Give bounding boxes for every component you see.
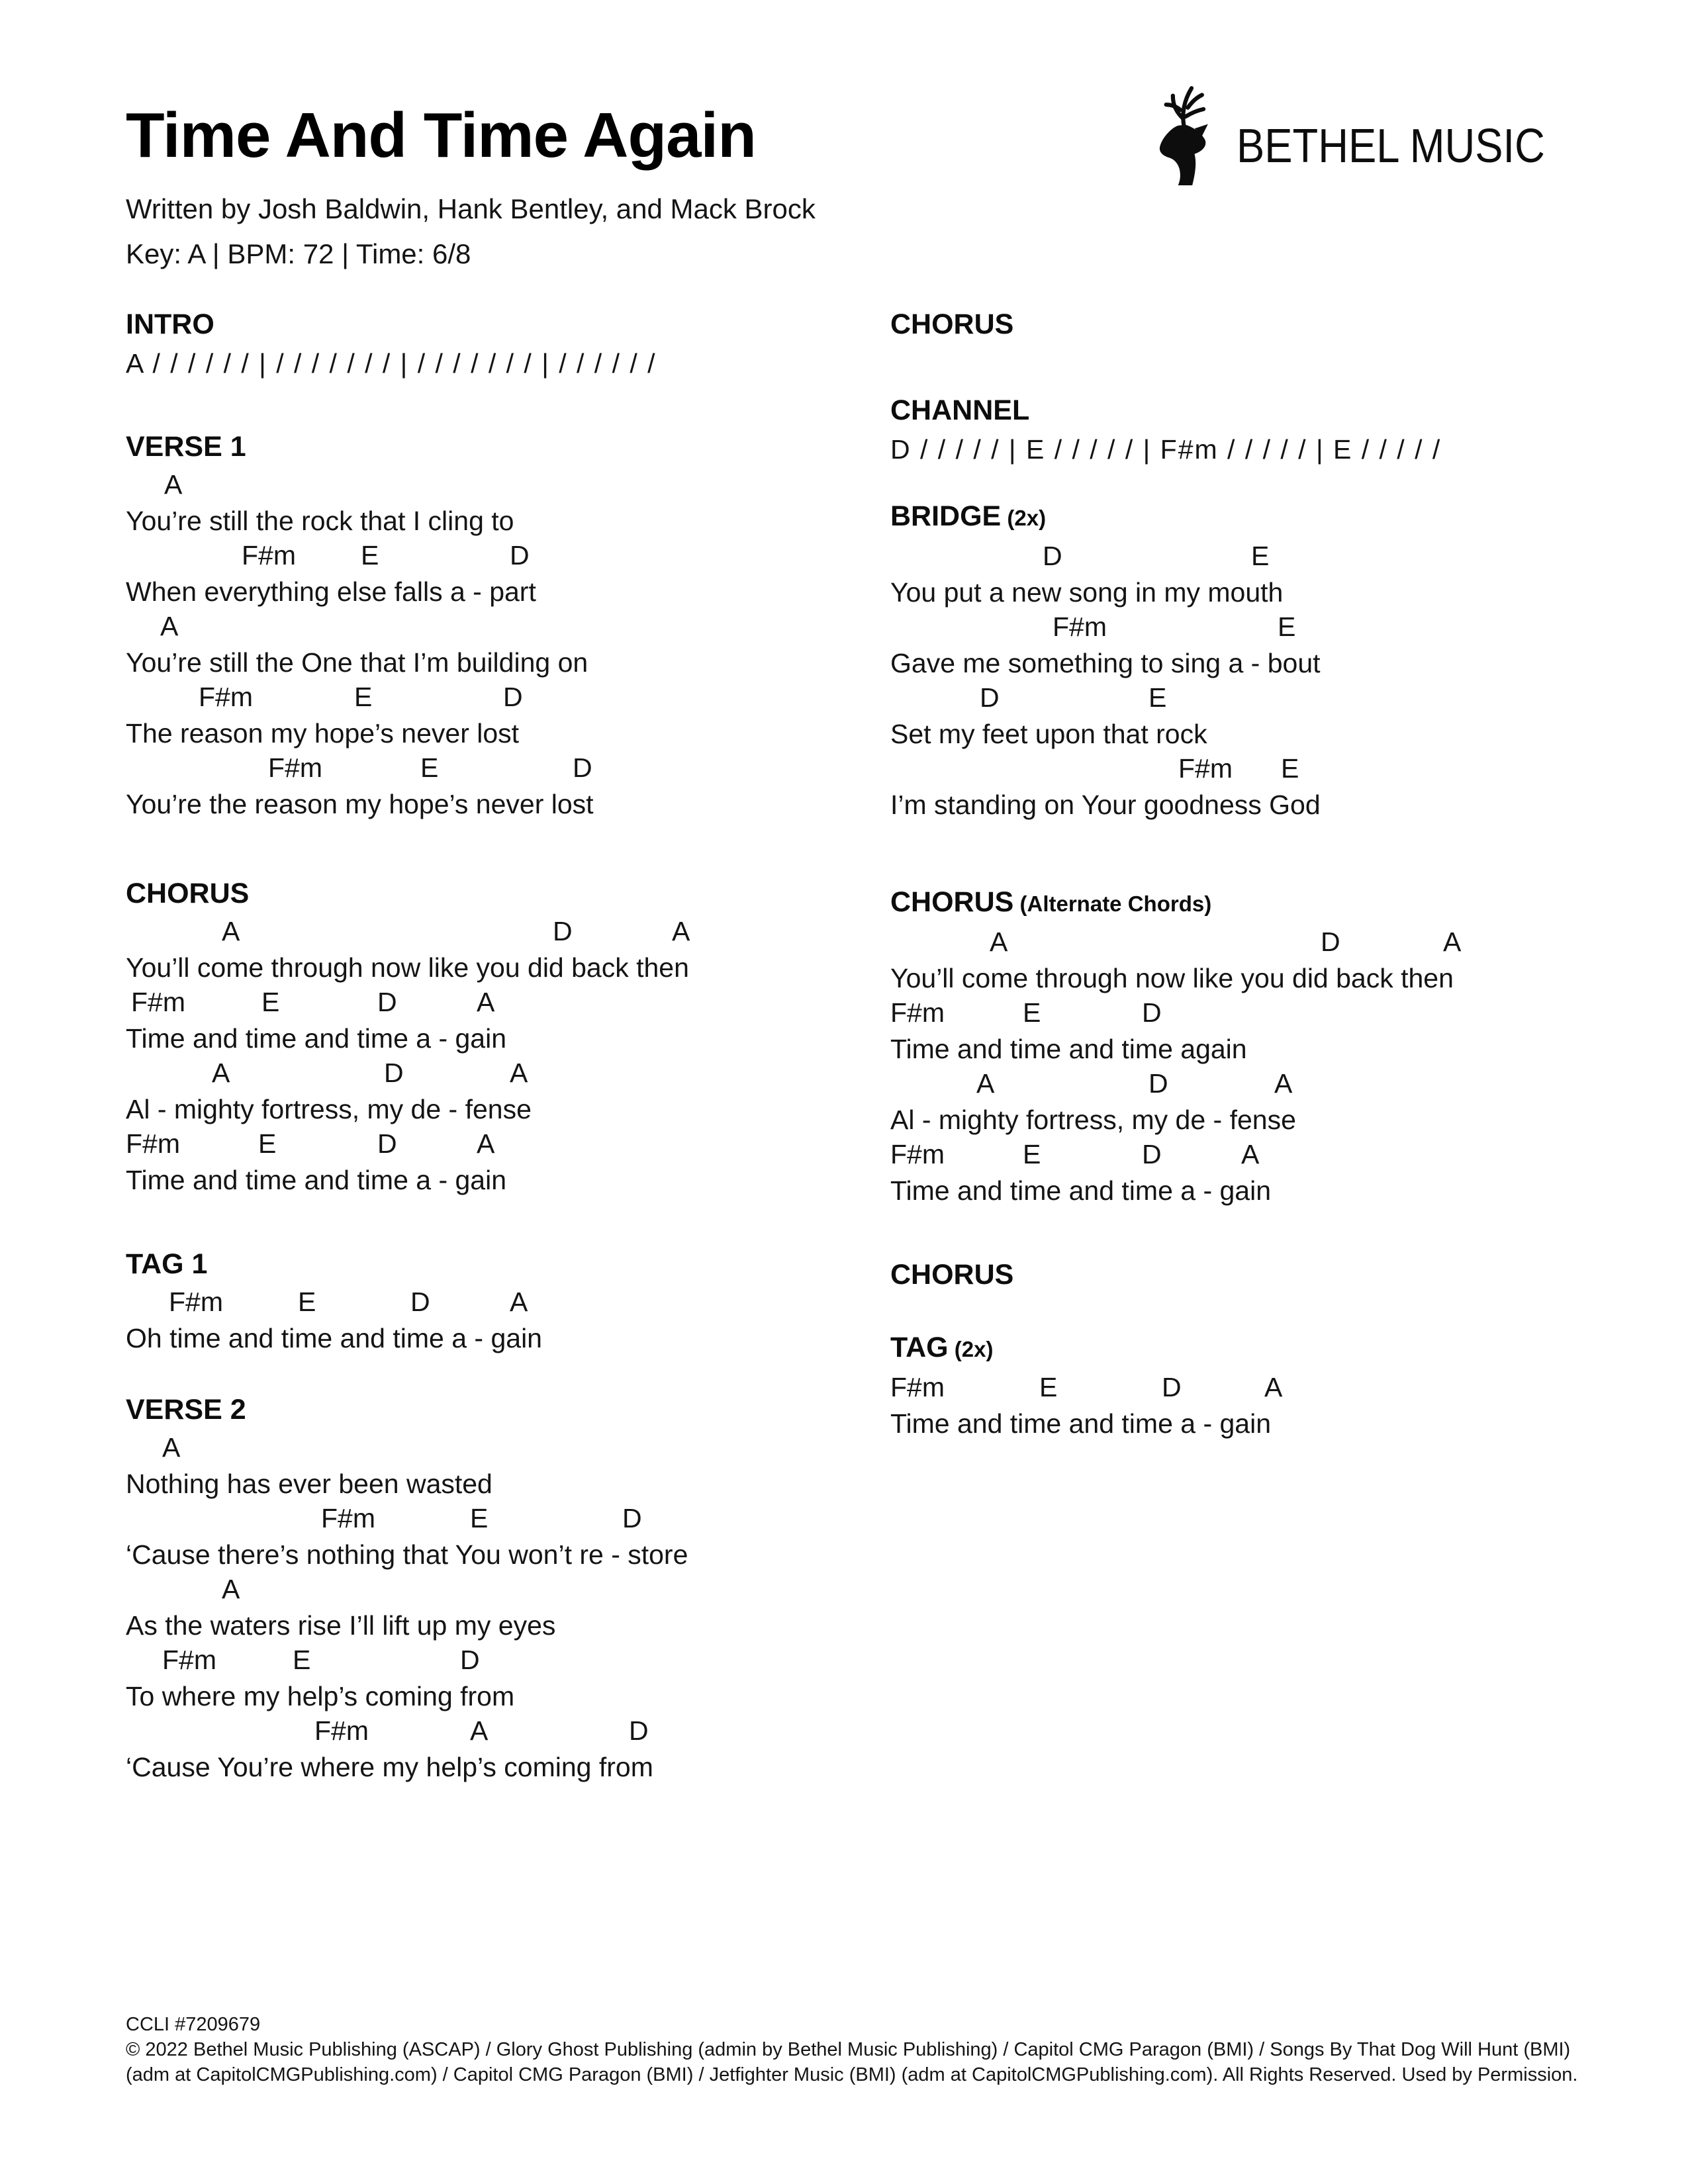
section-chorus [126, 877, 874, 1199]
chord-E: E [298, 1287, 316, 1317]
chord-D: D [377, 1128, 397, 1159]
section-heading: VERSE 2 [126, 1394, 246, 1426]
chord-D: D [410, 1287, 430, 1317]
lyric-line: You’ll come through now like you did back then [890, 963, 1454, 993]
section-tag-1 [126, 1248, 874, 1357]
chord-D: D [622, 1503, 642, 1533]
chord-line [890, 540, 1665, 574]
chord-A: A [510, 1287, 528, 1317]
chord-line [126, 681, 874, 715]
chord-E: E [261, 987, 280, 1017]
lyric-line: The reason my hope’s never lost [126, 718, 520, 749]
chord-D: D [460, 1645, 480, 1675]
chord-line [126, 469, 874, 503]
chord-line [126, 752, 874, 786]
section-chorus [890, 1258, 1665, 1291]
lyric-line: Oh time and time and time a - gain [126, 1323, 542, 1353]
chord-E: E [1023, 997, 1041, 1028]
chord-A: A [477, 1128, 495, 1159]
lyric-line: Set my feet upon that rock [890, 719, 1207, 749]
chord-line [126, 1502, 874, 1537]
chord-line [126, 610, 874, 645]
chord-E: E [258, 1128, 277, 1159]
chord-line [126, 1715, 874, 1749]
section-heading: BRIDGE (2x) [890, 500, 1047, 532]
chord-line [890, 997, 1665, 1031]
chord-line [126, 1573, 874, 1608]
copyright-line-2: (adm at CapitolCMGPublishing.com) / Capitol CMG Paragon (BMI) / Jetfighter Music (BMI) (adm at CapitolCMGPublishing.com). All Rights Reserved. Used by Permission. [126, 2064, 1578, 2085]
chord-A: A [162, 1432, 181, 1463]
lyric-line: Al - mighty fortress, my de - fense [126, 1094, 532, 1124]
chord-A: A [212, 1058, 230, 1088]
chord-line [126, 1057, 874, 1091]
chord-D: D [629, 1715, 649, 1746]
section-heading: CHORUS [126, 878, 250, 909]
chord-A: A [477, 987, 495, 1017]
chord-A: A [160, 611, 179, 641]
chord-line [126, 1644, 874, 1678]
chord-A: A [222, 1574, 240, 1604]
chord-line [890, 682, 1665, 716]
footer [126, 2012, 1577, 2087]
chord-line [890, 611, 1665, 645]
chord-D: D [1162, 1372, 1182, 1402]
bethel-music-logo [1147, 81, 1587, 185]
logo-text: BETHEL MUSIC [1237, 120, 1545, 173]
chord-D: D [1142, 997, 1162, 1028]
right-column [890, 308, 1665, 1442]
chord-E: E [1039, 1372, 1058, 1402]
chord-D: D [1043, 541, 1062, 571]
chord-A: A [470, 1715, 489, 1746]
lyric-line: Time and time and time a - gain [126, 1023, 507, 1054]
chord-Fsharpm: F#m [1178, 753, 1233, 784]
section-chorus [890, 886, 1665, 1209]
chord-Fsharpm: F#m [131, 987, 185, 1017]
chord-line [890, 1371, 1665, 1406]
lyric-line: Time and time and time a - gain [890, 1408, 1272, 1439]
chord-progression-line: A / / / / / / | / / / / / / / | / / / / / / / | / / / / / / [126, 348, 657, 379]
chord-A: A [990, 927, 1008, 957]
chord-Fsharpm: F#m [169, 1287, 223, 1317]
chord-D: D [1149, 1068, 1168, 1099]
chord-D: D [1142, 1139, 1162, 1169]
lyric-line: You’re still the One that I’m building on [126, 647, 588, 678]
chord-line [890, 752, 1665, 787]
lyric-line: Al - mighty fortress, my de - fense [890, 1105, 1296, 1135]
chord-Fsharpm: F#m [890, 997, 945, 1028]
chord-line [890, 1068, 1665, 1102]
section-heading-suffix: (2x) [1001, 506, 1047, 530]
lyric-line: Gave me something to sing a - bout [890, 648, 1321, 678]
chord-A: A [1241, 1139, 1260, 1169]
section-heading-suffix: (Alternate Chords) [1013, 891, 1212, 916]
chord-A: A [510, 1058, 528, 1088]
chord-E: E [1278, 612, 1296, 642]
chord-D: D [503, 682, 523, 712]
lyric-line: ‘Cause You’re where my help’s coming from [126, 1752, 653, 1782]
section-bridge [890, 500, 1665, 823]
chord-line [126, 539, 874, 574]
chord-line [126, 1286, 874, 1320]
chord-E: E [293, 1645, 311, 1675]
chord-D: D [510, 540, 530, 570]
section-tag [890, 1331, 1665, 1442]
chord-line [890, 926, 1665, 960]
section-heading: VERSE 1 [126, 431, 246, 463]
section-intro [126, 308, 874, 381]
song-meta: Key: A | BPM: 72 | Time: 6/8 [126, 238, 471, 269]
section-verse-1 [126, 430, 874, 823]
section-heading: CHORUS [890, 1259, 1014, 1291]
chord-line [890, 1138, 1665, 1173]
lyric-line: You’re the reason my hope’s never lost [126, 789, 594, 819]
lyric-line: As the waters rise I’ll lift up my eyes [126, 1610, 556, 1641]
section-heading-suffix: (2x) [948, 1337, 994, 1361]
section-heading: TAG 1 [126, 1248, 208, 1280]
chord-D: D [377, 987, 397, 1017]
lyric-line: To where my help’s coming from [126, 1681, 515, 1711]
page-title: Time And Time Again [126, 100, 756, 171]
chord-E: E [1251, 541, 1270, 571]
chord-A: A [1264, 1372, 1283, 1402]
chord-A: A [222, 916, 240, 946]
chord-A: A [164, 469, 183, 500]
chord-D: D [553, 916, 573, 946]
section-verse-2 [126, 1393, 874, 1786]
chord-E: E [420, 752, 439, 783]
lyric-line: You’re still the rock that I cling to [126, 506, 514, 536]
chord-line [126, 1432, 874, 1466]
chord-Fsharpm: F#m [890, 1139, 945, 1169]
chord-progression-line: D / / / / / | E / / / / / | F#m / / / / / | E / / / / / [890, 434, 1442, 465]
lyric-line: ‘Cause there’s nothing that You won’t re - store [126, 1539, 688, 1570]
byline: Written by Josh Baldwin, Hank Bentley, and Mack Brock [126, 193, 816, 224]
deer-antlers-icon [1147, 81, 1225, 185]
lyric-line: You put a new song in my mouth [890, 577, 1284, 608]
chord-D: D [980, 682, 1000, 713]
section-heading: TAG (2x) [890, 1332, 994, 1363]
chord-E: E [470, 1503, 489, 1533]
chord-D: D [1321, 927, 1340, 957]
chord-Fsharpm: F#m [268, 752, 322, 783]
section-heading: CHORUS (Alternate Chords) [890, 886, 1212, 918]
chord-Fsharpm: F#m [242, 540, 296, 570]
copyright-line-1: © 2022 Bethel Music Publishing (ASCAP) / Glory Ghost Publishing (admin by Bethel Music Publishing) / Capitol CMG Paragon (BMI) / Songs By That Dog Will Hunt (BMI) [126, 2039, 1571, 2060]
chord-Fsharpm: F#m [314, 1715, 369, 1746]
section-chorus [890, 308, 1665, 341]
lyric-line: Nothing has ever been wasted [126, 1469, 492, 1499]
chord-Fsharpm: F#m [1053, 612, 1107, 642]
chord-line [126, 1128, 874, 1162]
left-column [126, 308, 874, 1786]
chord-Fsharpm: F#m [890, 1372, 945, 1402]
chord-line [126, 986, 874, 1021]
chord-A: A [976, 1068, 995, 1099]
chord-A: A [1274, 1068, 1293, 1099]
chord-E: E [1023, 1139, 1041, 1169]
lyric-line: You’ll come through now like you did back then [126, 952, 689, 983]
chord-E: E [1149, 682, 1167, 713]
section-heading: INTRO [126, 308, 214, 340]
chord-Fsharpm: F#m [321, 1503, 375, 1533]
chord-A: A [1443, 927, 1462, 957]
lyric-line: When everything else falls a - part [126, 576, 536, 607]
chord-E: E [1281, 753, 1299, 784]
chord-line [126, 915, 874, 950]
chord-D: D [384, 1058, 404, 1088]
lyric-line: Time and time and time again [890, 1034, 1247, 1064]
chord-Fsharpm: F#m [199, 682, 253, 712]
section-channel [890, 394, 1665, 467]
chord-Fsharpm: F#m [162, 1645, 216, 1675]
ccli-number: CCLI #7209679 [126, 2014, 261, 2035]
chord-A: A [672, 916, 690, 946]
chord-Fsharpm: F#m [126, 1128, 180, 1159]
lyric-line: Time and time and time a - gain [890, 1175, 1272, 1206]
lyric-line: Time and time and time a - gain [126, 1165, 507, 1195]
section-heading: CHORUS [890, 308, 1014, 340]
chord-D: D [573, 752, 592, 783]
chord-E: E [361, 540, 379, 570]
section-heading: CHANNEL [890, 394, 1030, 426]
lyric-line: I’m standing on Your goodness God [890, 790, 1321, 820]
chord-E: E [354, 682, 373, 712]
